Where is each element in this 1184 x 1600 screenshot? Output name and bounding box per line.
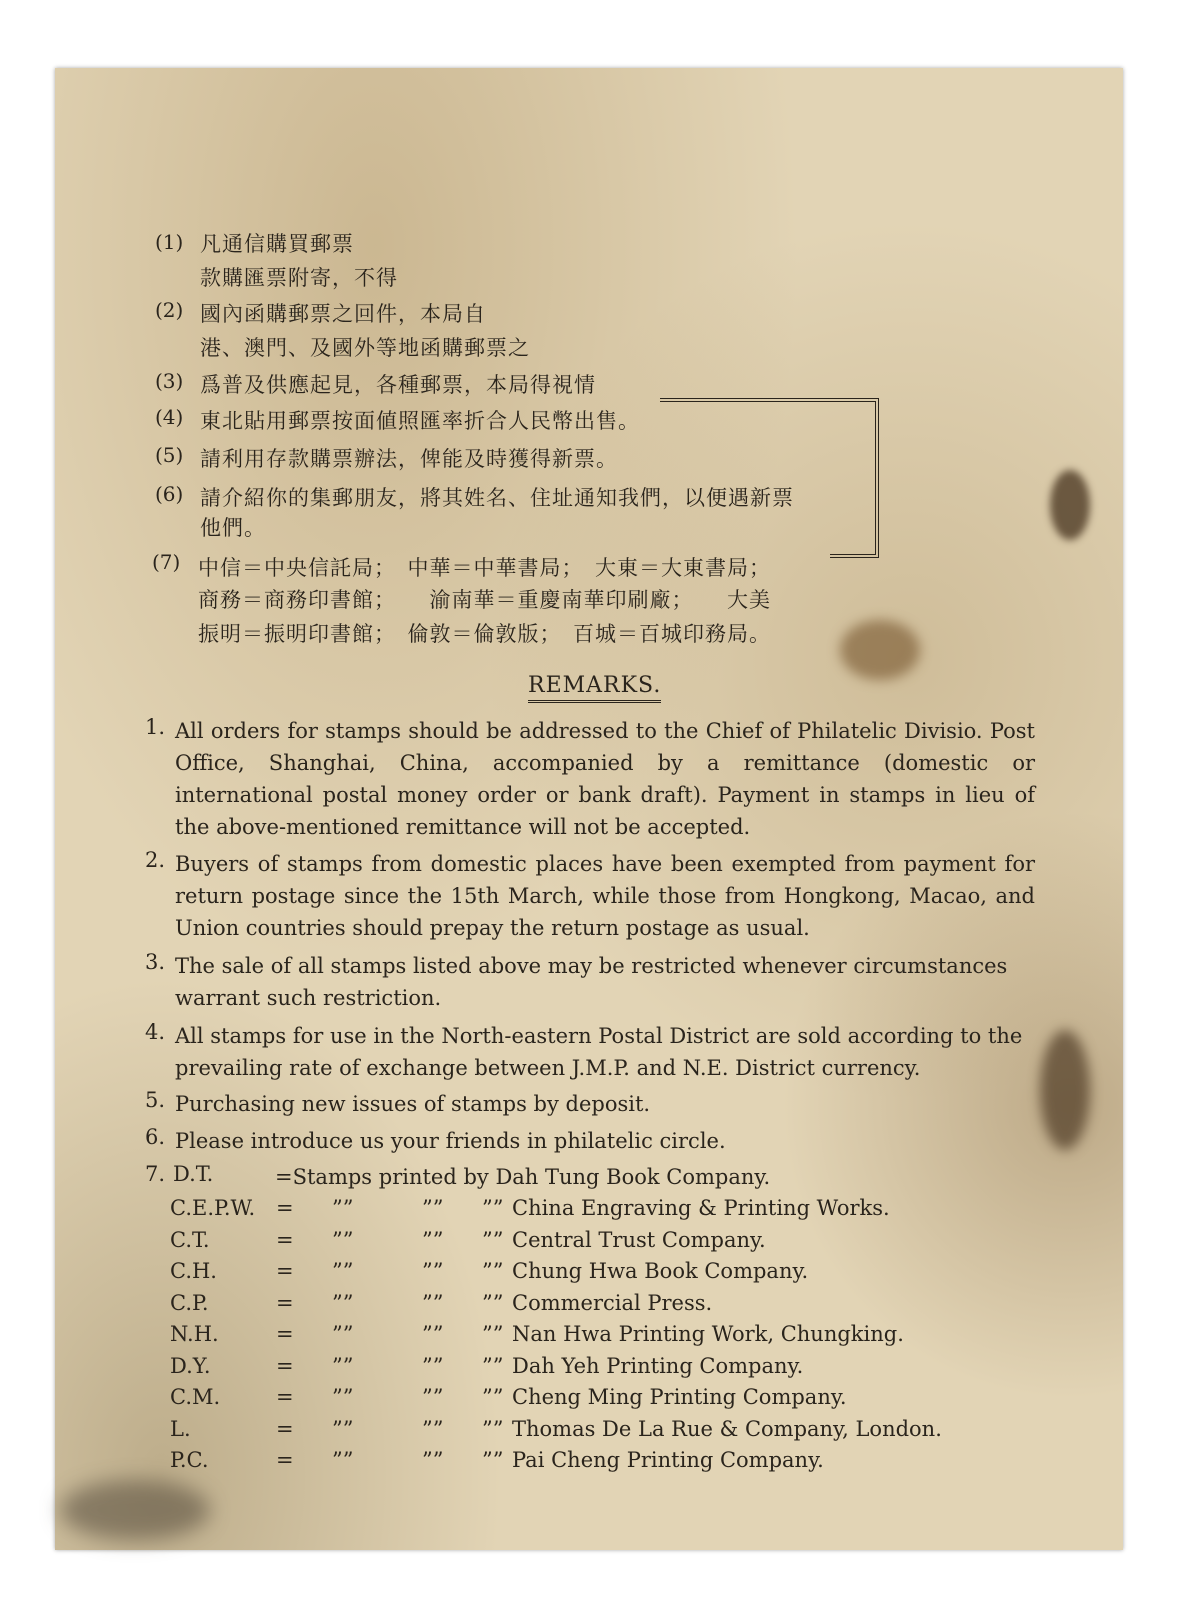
ditto-mark: ””: [422, 1196, 444, 1220]
ditto-mark: ””: [422, 1291, 444, 1315]
ditto-mark: ””: [422, 1417, 444, 1441]
ditto-mark: ””: [482, 1385, 504, 1409]
printer-name: Cheng Ming Printing Company.: [512, 1385, 847, 1409]
note-line: 請介紹你的集郵朋友，將其姓名、住址通知我們，以便遇新票: [200, 486, 794, 510]
remark-text: Buyers of stamps from domestic places have been exempted from payment for return postage since the 15th March, while those from Hongkong, Macao, and Union countries should prepay the return postage as usual.: [175, 852, 1035, 940]
note-line: 國內函購郵票之回件，本局自: [200, 302, 486, 326]
printer-name: Thomas De La Rue & Company, London.: [512, 1417, 942, 1441]
equals-sign: =: [276, 1196, 294, 1220]
stain: [1040, 1030, 1090, 1150]
equals-sign: =: [276, 1228, 294, 1252]
printer-abbr: C.H.: [170, 1259, 217, 1283]
stain: [840, 620, 920, 680]
remark-text: All orders for stamps should be addressed to the Chief of Philatelic Divisio. Post Office, Shanghai, China, accompanied by a remittance (domestic or international postal money order or bank draft). Payment in stamps in lieu of the above-mentioned remittance will not be accepted.: [175, 719, 1035, 839]
ditto-mark: ””: [332, 1196, 354, 1220]
ditto-mark: ””: [422, 1259, 444, 1283]
remark-number: 6.: [145, 1125, 166, 1149]
note-line: 東北貼用郵票按面値照匯率折合人民幣出售。: [200, 409, 640, 433]
printer-abbr: C.P.: [170, 1291, 209, 1315]
equals-sign: =: [276, 1385, 294, 1409]
printer-abbr: C.M.: [170, 1385, 221, 1409]
note-number: (5): [155, 443, 184, 467]
printer-name: Nan Hwa Printing Work, Chungking.: [512, 1322, 904, 1346]
decorative-frame: [660, 398, 840, 408]
note-number: (6): [155, 482, 184, 506]
remark-number: 4.: [145, 1020, 166, 1044]
printer-name: Chung Hwa Book Company.: [512, 1259, 809, 1283]
printer-abbr: D.T.: [173, 1162, 214, 1186]
ditto-mark: ””: [332, 1259, 354, 1283]
note-line: 港、澳門、及國外等地函購郵票之: [200, 336, 530, 360]
remark-text: The sale of all stamps listed above may be restricted whenever circumstances warrant such restriction.: [175, 954, 1008, 1010]
printer-abbr: L.: [170, 1417, 191, 1441]
remark-number: 2.: [145, 848, 166, 872]
printer-name: Dah Yeh Printing Company.: [512, 1354, 804, 1378]
ditto-mark: ””: [482, 1228, 504, 1252]
note-line: 中信＝中央信託局； 中華＝中華書局； 大東＝大東書局；: [198, 556, 771, 580]
note-line: 他們。: [200, 516, 266, 540]
ditto-mark: ””: [332, 1448, 354, 1472]
ditto-mark: ””: [332, 1322, 354, 1346]
remarks-title: REMARKS.: [528, 673, 661, 703]
equals-sign: =: [276, 1417, 294, 1441]
ditto-mark: ””: [482, 1448, 504, 1472]
equals-sign: =: [276, 1448, 294, 1472]
remark-number: 5.: [145, 1088, 166, 1112]
printer-abbr: D.Y.: [170, 1354, 211, 1378]
remark-text: Please introduce us your friends in philatelic circle.: [175, 1129, 726, 1153]
remark-number: 7.: [145, 1162, 166, 1186]
remark-text: All stamps for use in the North-eastern Postal District are sold according to the prevailing rate of exchange between J.M.P. and N.E. District currency.: [175, 1024, 1023, 1080]
equals-sign: =: [276, 1291, 294, 1315]
ditto-mark: ””: [332, 1291, 354, 1315]
ditto-mark: ””: [422, 1448, 444, 1472]
remark-number: 1.: [145, 715, 166, 739]
printer-name: China Engraving & Printing Works.: [512, 1196, 890, 1220]
note-number: (1): [155, 230, 184, 254]
ditto-mark: ””: [482, 1291, 504, 1315]
printer-abbr: C.T.: [170, 1228, 210, 1252]
ditto-mark: ””: [332, 1354, 354, 1378]
note-number: (2): [155, 298, 184, 322]
printer-abbr: P.C.: [170, 1448, 209, 1472]
note-line: 爲普及供應起見，各種郵票，本局得視情: [200, 373, 596, 397]
printer-abbr: C.E.P.W.: [170, 1196, 256, 1220]
printer-abbr: N.H.: [170, 1322, 219, 1346]
note-line: 振明＝振明印書館； 倫敦＝倫敦版； 百城＝百城印務局。: [198, 622, 771, 646]
equals-sign: =: [276, 1259, 294, 1283]
ditto-mark: ””: [422, 1228, 444, 1252]
stain: [60, 1480, 210, 1540]
note-line: 商務＝商務印書館； 渝南華＝重慶南華印刷廠； 大美: [198, 588, 771, 612]
ditto-mark: ””: [332, 1417, 354, 1441]
note-number: (7): [152, 550, 181, 574]
ditto-mark: ””: [332, 1385, 354, 1409]
ditto-mark: ””: [422, 1354, 444, 1378]
ditto-mark: ””: [482, 1196, 504, 1220]
ditto-mark: ””: [332, 1228, 354, 1252]
note-number: (3): [155, 369, 184, 393]
decorative-frame: [830, 398, 879, 558]
equals-sign: =: [276, 1322, 294, 1346]
printer-name: Commercial Press.: [512, 1291, 713, 1315]
equals-sign: =: [276, 1354, 294, 1378]
printer-name: Pai Cheng Printing Company.: [512, 1448, 824, 1472]
ditto-mark: ””: [482, 1354, 504, 1378]
note-line: 請利用存款購票辦法，俾能及時獲得新票。: [200, 447, 618, 471]
ditto-mark: ””: [482, 1417, 504, 1441]
remark-number: 3.: [145, 950, 166, 974]
ditto-mark: ””: [422, 1385, 444, 1409]
note-line: 凡通信購買郵票: [200, 232, 354, 256]
ditto-mark: ””: [422, 1322, 444, 1346]
remark-text: Purchasing new issues of stamps by deposit.: [175, 1092, 651, 1116]
ditto-mark: ””: [482, 1259, 504, 1283]
note-number: (4): [155, 405, 184, 429]
note-line: 款購匯票附寄，不得: [200, 266, 398, 290]
printer-name: Central Trust Company.: [512, 1228, 766, 1252]
stain: [1050, 470, 1090, 540]
printer-name: =Stamps printed by Dah Tung Book Company.: [275, 1165, 771, 1189]
ditto-mark: ””: [482, 1322, 504, 1346]
